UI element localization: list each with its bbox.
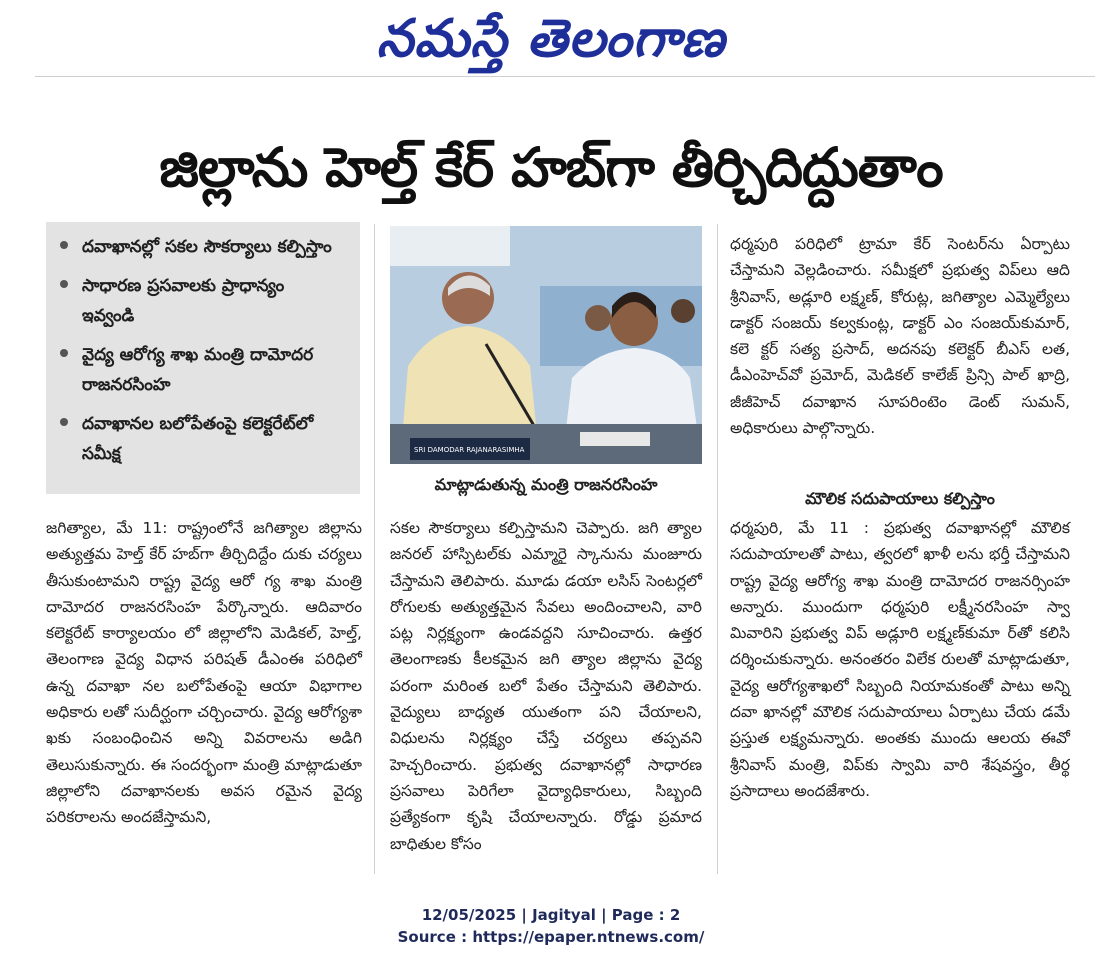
highlight-item xyxy=(60,271,350,331)
subheading: మౌలిక సదుపాయాలు కల్పిస్తాం xyxy=(805,489,995,508)
headline: జిల్లాను హెల్త్ కేర్ హబ్‌గా తీర్చిదిద్దుతాం xyxy=(159,136,943,199)
highlight-text: వైద్య ఆరోగ్య శాఖ మంత్రి దామోదర రాజనరసింహ xyxy=(82,345,314,395)
article-column-3b: ధర్మపురి, మే 11 : ప్రభుత్వ దవాఖానల్లో మౌలిక సదుపాయాలతో పాటు, త్వరలో ఖాళీ లను భర్తీ చేస్తామని రాష్ట్ర వైద్య ఆరోగ్య శాఖ మంత్రి దామోదర రాజనర్సింహ అన్నారు. ముందుగా ధర్మపురి లక్ష్మీనరసింహ స్వా మివారిని ప్రభుత్వ విప్ అడ్లూరి లక్ష్మణ్‌కుమా ర్‌తో కలిసి దర్శించుకున్నారు. అనంతరం విలేక రులతో మాట్లాడుతూ, వైద్య ఆరోగ్యశాఖలో సిబ్బంది నియామకంతో పాటు అన్ని దవా ఖానల్లో మౌలిక సదుపాయాలు ఏర్పాటు చేయ డమే ప్రస్తుత లక్ష్యమన్నారు. అంతకు ముందు ఆలయ ఈవో శ్రీనివాస్ మంత్రి, విప్‌కు స్వామి వారి శేషవస్త్రం, తీర్థ ప్రసాదాలు అందజేశారు. xyxy=(730,519,1070,800)
article-column-3a: ధర్మపురి పరిధిలో ట్రామా కేర్ సెంటర్‌ను ఏర్పాటు చేస్తామని వెల్లడించారు. సమీక్షలో ప్రభుత్వ విప్‌లు ఆది శ్రీనివాస్, అడ్లూరి లక్ష్మణ్, కోరుట్ల, జగిత్యాల ఎమ్మెల్యేలు డాక్టర్ సంజయ్ కల్వకుంట్ల, డాక్టర్ ఎం సంజయ్‌కుమార్, కలె క్టర్ సత్య ప్రసాద్, అదనపు కలెక్టర్ బీఎస్ లత, డీఎంహెచ్‌వో ప్రమోద్, మెడికల్ కాలేజ్ ప్రిన్సి పాల్ ఖాద్రి, జీజీహెచ్ దవాఖాన సూపరింటెం డెంట్ సుమన్, అధికారులు పాల్గొన్నారు. xyxy=(730,235,1070,438)
masthead-logo: నమస్తే తెలంగాణ xyxy=(376,8,726,69)
bullet-icon xyxy=(60,418,68,426)
news-photo xyxy=(390,226,702,464)
highlight-item xyxy=(60,232,350,262)
column-divider xyxy=(717,224,718,874)
article-column-2: సకల సౌకర్యాలు కల్పిస్తామని చెప్పారు. జగి త్యాల జనరల్ హాస్పిటల్‌కు ఎమ్మారై స్కానును మంజూరు చేస్తామని తెలిపారు. మూడు డయా లసిస్ సెంటర్లలో రోగులకు అత్యుత్తమైన సేవలు అందించాలని, వారి పట్ల నిర్లక్ష్యంగా ఉండవద్దని సూచించారు. ఉత్తర తెలంగాణకు కీలకమైన జగి త్యాల జిల్లాను వైద్య పరంగా మరింత బలో పేతం చేస్తామని తెలిపారు. వైద్యులు బాధ్యత యుతంగా పని చేయాలని, విధులను నిర్లక్ష్యం చేస్తే చర్యలు తప్పవని హెచ్చరించారు. ప్రభుత్వ దవాఖానల్లో సాధారణ ప్రసవాలు పెరిగేలా వైద్యాధికారులు, సిబ్బంది ప్రత్యేకంగా కృషి చేయాలన్నారు. రోడ్డు ప్రమాద బాధితుల కోసం xyxy=(390,519,702,853)
column-divider xyxy=(374,224,375,874)
nameplate-text: SRI DAMODAR RAJANARASIMHA xyxy=(414,446,525,454)
highlight-text: దవాఖానల్లో సకల సౌకర్యాలు కల్పిస్తాం xyxy=(82,237,332,257)
highlights-box xyxy=(46,222,360,494)
highlight-text: సాధారణ ప్రసవాలకు ప్రాధాన్యం ఇవ్వండి xyxy=(82,276,285,326)
highlight-text: దవాఖానల బలోపేతంపై కలెక్టరేట్‌లో సమీక్ష xyxy=(82,414,314,464)
bullet-icon xyxy=(60,280,68,288)
footer-source-link[interactable]: Source : https://epaper.ntnews.com/ xyxy=(397,928,705,946)
masthead-divider xyxy=(35,76,1095,77)
bullet-icon xyxy=(60,349,68,357)
footer-meta: 12/05/2025 | Jagityal | Page : 2 xyxy=(421,906,681,924)
highlight-item xyxy=(60,340,350,400)
highlight-item xyxy=(60,409,350,469)
bullet-icon xyxy=(60,241,68,249)
photo-caption: మాట్లాడుతున్న మంత్రి రాజనరసింహ xyxy=(434,475,658,494)
article-column-1: జగిత్యాల, మే 11: రాష్ట్రంలోనే జగిత్యాల జిల్లాను అత్యుత్తమ హెల్త్ కేర్ హబ్‌గా తీర్చిదిద్దేం దుకు చర్యలు తీసుకుంటామని రాష్ట్ర వైద్య ఆరో గ్య శాఖ మంత్రి దామోదర రాజనరసింహ పేర్కొన్నారు. ఆదివారం కలెక్టరేట్ కార్యాలయం లో జిల్లాలోని మెడికల్, హెల్త్, తెలంగాణ వైద్య విధాన పరిషత్ డీఎంఈ పరిధిలో ఉన్న దవాఖా నల బలోపేతంపై ఆయా విభాగాల అధికారు లతో సుదీర్ఘంగా చర్చించారు. వైద్య ఆరోగ్యశా ఖకు సంబంధించిన అన్ని వివరాలను అడిగి తెలుసుకున్నారు. ఈ సందర్భంగా మంత్రి మాట్లాడుతూ జిల్లాలోని దవాఖానలకు అవస రమైన వైద్య పరికరాలను అందజేస్తామని, xyxy=(46,519,362,827)
meeting-photo-illustration xyxy=(390,226,702,464)
